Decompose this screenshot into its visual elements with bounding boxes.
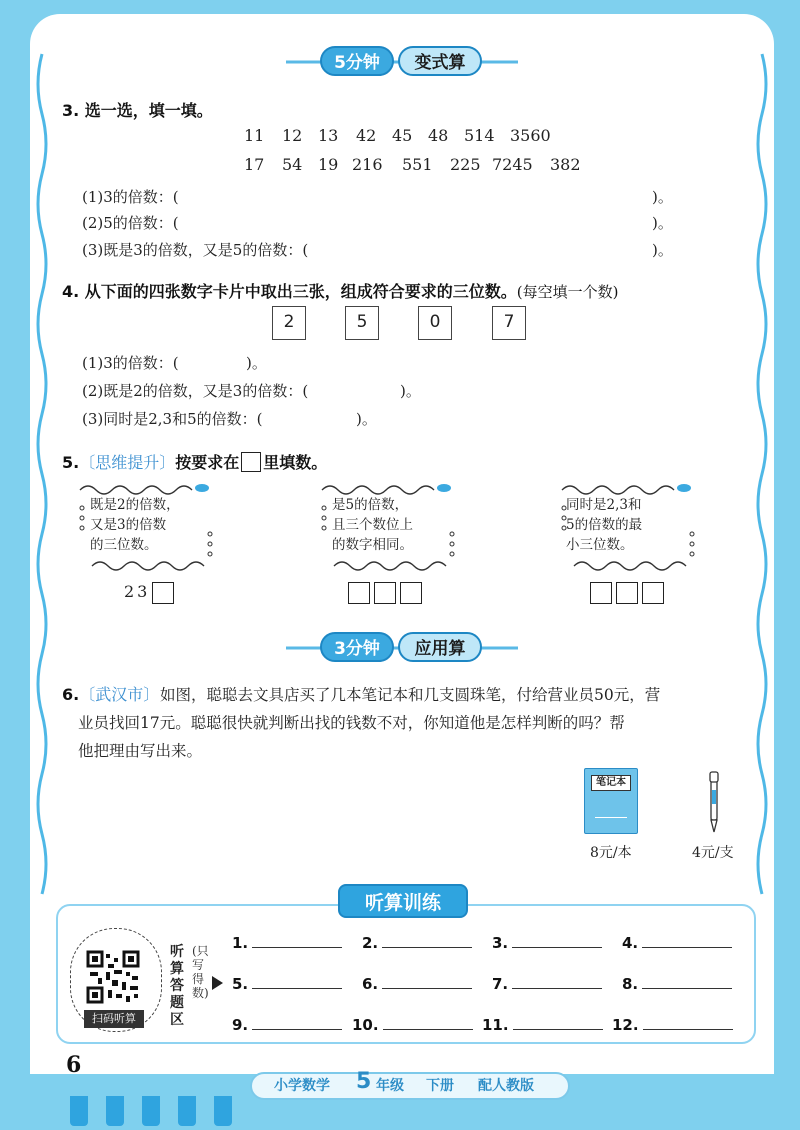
section-header-variant [304, 46, 500, 76]
q4-title-note: (每空填一个数) [516, 283, 619, 301]
q5-text-a: 按要求在 [175, 453, 240, 472]
q3-number: 42 [356, 126, 377, 145]
answer-box[interactable] [400, 582, 422, 604]
answer-slot[interactable]: 12. [612, 1016, 733, 1034]
q3-title: 3. 选一选，填一填。 [62, 101, 213, 120]
answer-slot[interactable]: 10. [352, 1016, 473, 1034]
q3-number: 12 [282, 126, 303, 145]
q6-tag: 〔武汉市〕 [79, 685, 160, 704]
page-tabs [70, 1096, 250, 1126]
q3-number: 54 [282, 155, 303, 174]
q3-number: 48 [428, 126, 449, 145]
q3-number: 514 [464, 126, 495, 145]
q3-number: 11 [244, 126, 265, 145]
q5-num: 5. [62, 453, 80, 472]
answer-box[interactable] [642, 582, 664, 604]
q3-number: 216 [352, 155, 383, 174]
q4-item-1-label: (1)3的倍数：( [82, 354, 179, 372]
subject-label: 小学数学 [274, 1078, 330, 1094]
play-arrow-icon[interactable] [212, 976, 223, 990]
q3-number: 551 [402, 155, 433, 174]
edition-label: 配人教版 [478, 1078, 534, 1094]
q3-item-1-end: )。 [652, 188, 673, 206]
grade-label: 年级 [376, 1078, 404, 1094]
q6-line-1: 如图，聪聪去文具店买了几本笔记本和几支圆珠笔，付给营业员50元，营 [160, 686, 661, 704]
q3-number-row-2 [244, 155, 584, 177]
q4-item-3-end: )。 [356, 410, 377, 428]
q3-number: 45 [392, 126, 413, 145]
q4-item-3-label: (3)同时是2,3和5的倍数：( [82, 410, 263, 428]
digit-card: 0 [418, 306, 452, 340]
section-name-badge: 应用算 [398, 632, 482, 662]
answer-box[interactable] [152, 582, 174, 604]
q6-line-3: 他把理由写出来。 [78, 742, 203, 760]
answer-slot[interactable]: 3. [492, 934, 602, 952]
bubble-1-prefix: 23 [124, 582, 151, 601]
section-header-application [304, 632, 500, 662]
q4-item-2-end: )。 [400, 382, 421, 400]
q3-number: 225 [450, 155, 481, 174]
q3-number: 7245 [492, 155, 533, 174]
q3-item-3-end: )。 [652, 241, 673, 259]
q3-item-2-label: (2)5的倍数：( [82, 214, 179, 232]
section-time-badge: 5分钟 [320, 46, 394, 76]
answer-slot[interactable]: 4. [622, 934, 732, 952]
bubble-2-text: 是5的倍数， 且三个数位上 的数字相同。 [332, 497, 413, 553]
answer-area-label: 听算答题区 [170, 944, 184, 1028]
qr-code-icon[interactable] [86, 950, 140, 1004]
q3-number: 382 [550, 155, 581, 174]
answer-slot[interactable]: 2. [362, 934, 472, 952]
notebook-image [584, 768, 638, 834]
qr-caption: 扫码听算 [84, 1010, 144, 1028]
answer-area-note: (只写得数) [192, 944, 209, 1000]
q5-text-b: 里填数。 [263, 453, 328, 472]
q4-item-1-end: )。 [246, 354, 267, 372]
answer-slot[interactable]: 1. [232, 934, 342, 952]
answer-slot[interactable]: 7. [492, 975, 602, 993]
bubble-3-text: 同时是2,3和 5的倍数的最 小三位数。 [566, 497, 643, 553]
q3-number: 3560 [510, 126, 551, 145]
answer-box[interactable] [616, 582, 638, 604]
page-number: 6 [66, 1052, 82, 1078]
answer-box[interactable] [590, 582, 612, 604]
answer-slot[interactable]: 8. [622, 975, 732, 993]
answer-slot[interactable]: 5. [232, 975, 342, 993]
answer-slot[interactable]: 9. [232, 1016, 342, 1034]
grade-number: 5 [356, 1069, 372, 1094]
section-time-badge: 3分钟 [320, 632, 394, 662]
q5-inline-box [241, 452, 261, 472]
q4-item-2-label: (2)既是2的倍数，又是3的倍数：( [82, 382, 309, 400]
q3-number-row-1 [244, 126, 584, 148]
pen-icon [706, 770, 722, 834]
volume-label: 下册 [426, 1078, 454, 1094]
q6-number: 6.〔武汉市〕 [62, 685, 160, 704]
q3-number: 19 [318, 155, 339, 174]
q3-item-2-end: )。 [652, 214, 673, 232]
digit-card: 7 [492, 306, 526, 340]
q4-title [62, 279, 619, 302]
q3-number: 13 [318, 126, 339, 145]
q4-title-text: 4. 从下面的四张数字卡片中取出三张，组成符合要求的三位数。 [62, 282, 517, 301]
book-info-badge [250, 1069, 570, 1100]
answer-slot[interactable]: 11. [482, 1016, 603, 1034]
q3-item-3-label: (3)既是3的倍数，又是5的倍数：( [82, 241, 309, 259]
answer-box[interactable] [374, 582, 396, 604]
q3-item-1-label: (1)3的倍数：( [82, 188, 179, 206]
digit-card: 2 [272, 306, 306, 340]
bubble-1-text: 既是2的倍数， 又是3的倍数 的三位数。 [90, 497, 180, 553]
q3-number: 17 [244, 155, 265, 174]
answer-slot[interactable]: 6. [362, 975, 472, 993]
notebook-label: 笔记本 [591, 775, 631, 791]
pen-price: 4元/支 [692, 845, 734, 861]
answer-box[interactable] [348, 582, 370, 604]
q6-line-2: 业员找回17元。聪聪很快就判断出找的钱数不对，你知道他是怎样判断的吗？帮 [78, 714, 625, 732]
q5-tag: 〔思维提升〕 [79, 453, 176, 472]
section-name-badge: 变式算 [398, 46, 482, 76]
listening-title: 听算训练 [338, 884, 468, 918]
digit-card: 5 [345, 306, 379, 340]
q5-title [62, 450, 327, 473]
notebook-price: 8元/本 [590, 845, 632, 861]
